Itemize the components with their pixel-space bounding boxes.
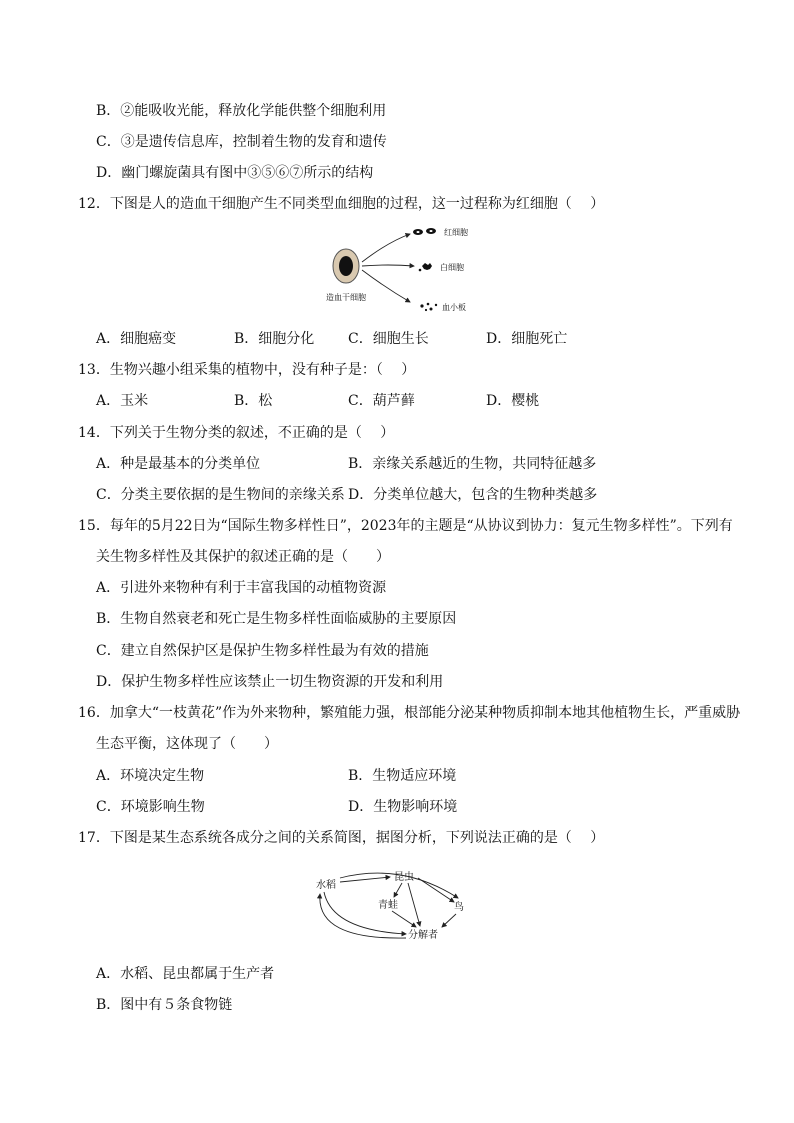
q14-option-b: B．亲缘关系越近的生物，共同特征越多 bbox=[348, 456, 597, 472]
platelet-icon bbox=[420, 303, 437, 311]
q16-option-d: D．生物影响环境 bbox=[348, 799, 458, 815]
q17-stem: 17．下图是某生态系统各成分之间的关系简图，据图分析，下列说法正确的是（ ） bbox=[78, 830, 605, 846]
q14-option-d: D．分类单位越大，包含的生物种类越多 bbox=[348, 487, 598, 503]
q13-stem: 13．生物兴趣小组采集的植物中，没有种子是：（ ） bbox=[78, 362, 416, 378]
q12-option-c: C．细胞生长 bbox=[348, 331, 429, 347]
q13-option-c: C．葫芦藓 bbox=[348, 393, 415, 409]
q16-option-a: A．环境决定生物 bbox=[96, 768, 205, 784]
node-rice: 水稻 bbox=[316, 880, 336, 891]
q15-stem-line1: 15．每年的5月22日为“国际生物多样性日”，2023年的主题是“从协议到协力：复元生物多样性”。下列有 bbox=[78, 518, 733, 534]
q15-option-b: B．生物自然衰老和死亡是生物多样性面临威胁的主要原因 bbox=[96, 611, 457, 627]
q14-option-a: A．种是最基本的分类单位 bbox=[96, 456, 261, 472]
q17-option-a: A．水稻、昆虫都属于生产者 bbox=[96, 966, 275, 982]
red-blood-cell-icon bbox=[413, 228, 436, 235]
q16-option-c: C．环境影响生物 bbox=[96, 799, 205, 815]
q12-option-a: A．细胞癌变 bbox=[96, 331, 177, 347]
q16-option-b: B．生物适应环境 bbox=[348, 768, 457, 784]
q16-stem-line1: 16．加拿大“一枝黄花”作为外来物种，繁殖能力强，根部能分泌某种物质抑制本地其他植物生长，严重威胁 bbox=[78, 705, 741, 721]
ecosystem-relationship-figure bbox=[312, 866, 482, 946]
q15-stem-line2: 关生物多样性及其保护的叙述正确的是（ ） bbox=[96, 549, 390, 565]
q11-option-c: C．③是遗传信息库，控制着生物的发育和遗传 bbox=[96, 134, 387, 150]
q15-option-c: C．建立自然保护区是保护生物多样性最为有效的措施 bbox=[96, 643, 429, 659]
q17-option-b: B．图中有５条食物链 bbox=[96, 997, 233, 1013]
q14-stem: 14．下列关于生物分类的叙述，不正确的是（ ） bbox=[78, 425, 395, 441]
q13-option-a: A．玉米 bbox=[96, 393, 149, 409]
node-bird: 鸟 bbox=[454, 902, 464, 913]
white-blood-cell-label: 白细胞 bbox=[440, 263, 464, 272]
platelet-label: 血小板 bbox=[442, 303, 466, 312]
q11-option-b: B．②能吸收光能，释放化学能供整个细胞利用 bbox=[96, 103, 387, 119]
q12-option-d: D．细胞死亡 bbox=[486, 331, 568, 347]
q12-stem: 12．下图是人的造血干细胞产生不同类型血细胞的过程，这一过程称为红细胞（ ） bbox=[78, 196, 605, 212]
stem-cell-label: 造血干细胞 bbox=[326, 293, 366, 302]
node-insect: 昆虫 bbox=[394, 872, 414, 883]
q13-option-b: B．松 bbox=[234, 393, 273, 409]
q13-option-d: D．樱桃 bbox=[486, 393, 540, 409]
q15-option-d: D．保护生物多样性应该禁止一切生物资源的开发和利用 bbox=[96, 674, 444, 690]
white-blood-cell-icon bbox=[419, 263, 432, 271]
q14-option-c: C．分类主要依据的是生物间的亲缘关系 bbox=[96, 487, 345, 503]
red-blood-cell-label: 红细胞 bbox=[444, 228, 468, 237]
q15-option-a: A．引进外来物种有利于丰富我国的动植物资源 bbox=[96, 580, 387, 596]
stem-cell-differentiation-figure bbox=[318, 222, 488, 322]
q11-option-d: D．幽门螺旋菌具有图中③⑤⑥⑦所示的结构 bbox=[96, 165, 374, 181]
node-frog: 青蛙 bbox=[378, 900, 398, 911]
q12-option-b: B．细胞分化 bbox=[234, 331, 315, 347]
node-decomposer: 分解者 bbox=[408, 930, 438, 941]
q16-stem-line2: 生态平衡，这体现了（ ） bbox=[96, 736, 278, 752]
